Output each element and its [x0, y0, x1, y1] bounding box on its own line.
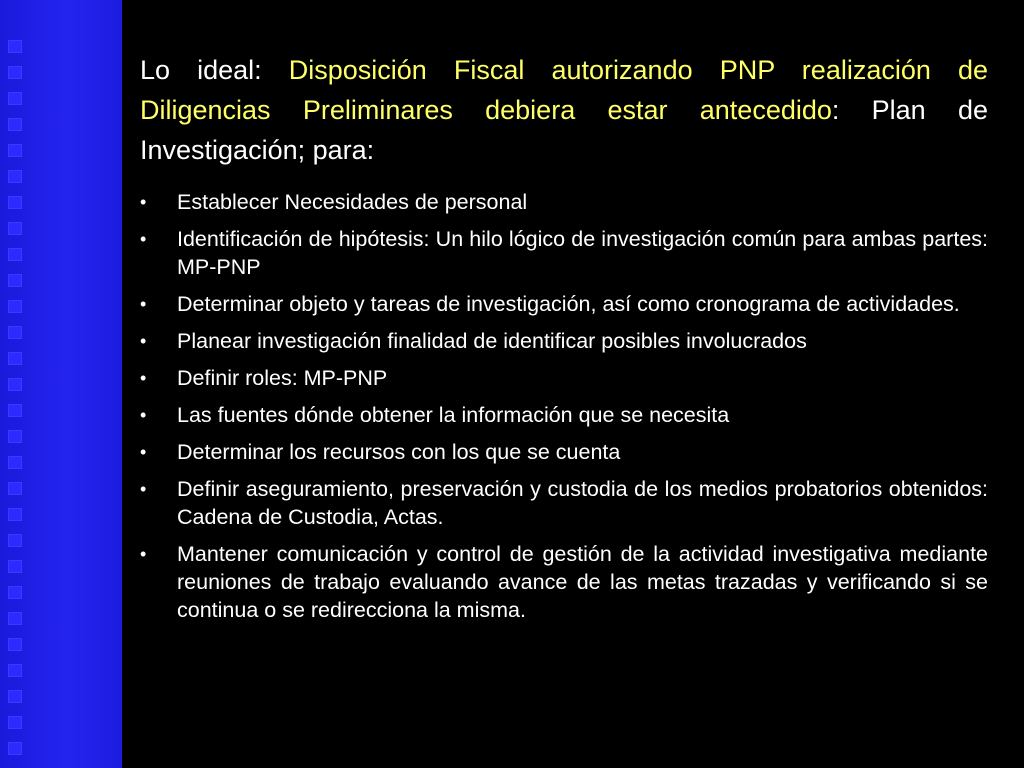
sidebar-square	[8, 92, 22, 105]
sidebar-square	[8, 248, 22, 261]
sidebar-square	[8, 196, 22, 209]
bullet-text: Definir roles: MP-PNP	[177, 366, 388, 390]
sidebar-square	[8, 456, 22, 469]
sidebar-square	[8, 534, 22, 547]
sidebar-square	[8, 664, 22, 677]
bullet-text: Identificación de hipótesis: Un hilo lógico de investigación común para ambas partes: MP-PNP	[177, 227, 988, 279]
bullet-icon: •	[140, 192, 147, 212]
sidebar-square	[8, 586, 22, 599]
title-part-white: Lo ideal:	[140, 55, 289, 85]
bullet-icon: •	[140, 368, 147, 388]
bullet-item	[140, 475, 988, 531]
sidebar-square	[8, 638, 22, 651]
title-part-highlight: Disposición Fiscal autorizando PNP realización de Diligencias Preliminares debiera estar antecedido	[140, 55, 988, 125]
title-part-white-end: : Plan de Investigación; para:	[140, 95, 988, 165]
bullet-item	[140, 540, 988, 624]
bullet-item	[140, 225, 988, 281]
bullet-text: Definir aseguramiento, preservación y custodia de los medios probatorios obtenidos: Cadena de Custodia, Actas.	[177, 477, 988, 529]
sidebar-square	[8, 742, 22, 755]
sidebar-square	[8, 300, 22, 313]
bullet-icon: •	[140, 442, 147, 462]
sidebar-square	[8, 352, 22, 365]
sidebar-square	[8, 378, 22, 391]
bullet-item	[140, 290, 988, 318]
slide-title	[140, 50, 988, 170]
decorative-sidebar	[0, 0, 122, 768]
bullet-text: Las fuentes dónde obtener la información que se necesita	[177, 403, 730, 427]
bullet-icon: •	[140, 331, 147, 351]
sidebar-square	[8, 170, 22, 183]
sidebar-square	[8, 326, 22, 339]
bullet-text: Determinar objeto y tareas de investigación, así como cronograma de actividades.	[177, 292, 960, 316]
sidebar-square	[8, 66, 22, 79]
sidebar-square	[8, 716, 22, 729]
sidebar-square	[8, 508, 22, 521]
sidebar-square	[8, 430, 22, 443]
bullet-text: Planear investigación finalidad de identificar posibles involucrados	[177, 329, 807, 353]
bullet-item	[140, 364, 988, 392]
bullet-text: Mantener comunicación y control de gestión de la actividad investigativa mediante reuniones de trabajo evaluando avance de las metas trazadas y verificando si se continua o se redirecciona la misma.	[177, 542, 988, 622]
sidebar-square	[8, 222, 22, 235]
sidebar-square	[8, 482, 22, 495]
sidebar-square	[8, 274, 22, 287]
slide-content	[140, 50, 988, 633]
bullet-icon: •	[140, 544, 147, 564]
sidebar-square	[8, 40, 22, 53]
bullet-item	[140, 438, 988, 466]
bullet-text: Establecer Necesidades de personal	[177, 190, 528, 214]
sidebar-square	[8, 560, 22, 573]
bullet-item	[140, 401, 988, 429]
bullet-icon: •	[140, 229, 147, 249]
bullet-text: Determinar los recursos con los que se cuenta	[177, 440, 621, 464]
bullet-icon: •	[140, 405, 147, 425]
bullet-item	[140, 188, 988, 216]
bullet-icon: •	[140, 479, 147, 499]
sidebar-square	[8, 404, 22, 417]
sidebar-square-pattern	[8, 0, 28, 768]
bullet-list	[140, 188, 988, 624]
sidebar-square	[8, 144, 22, 157]
bullet-icon: •	[140, 294, 147, 314]
sidebar-square	[8, 612, 22, 625]
bullet-item	[140, 327, 988, 355]
sidebar-square	[8, 118, 22, 131]
sidebar-square	[8, 690, 22, 703]
